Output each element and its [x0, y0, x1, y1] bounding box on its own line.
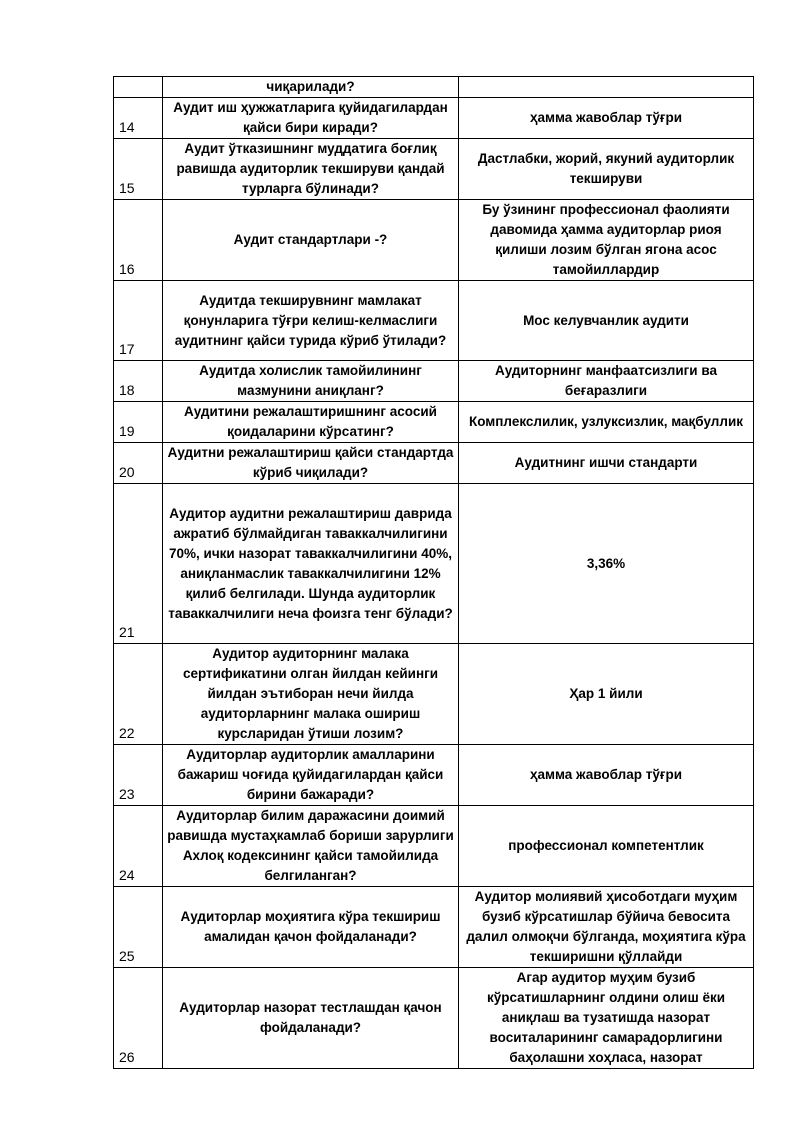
- question-cell: Аудит стандартлари -?: [163, 200, 459, 281]
- table-row: [114, 77, 754, 98]
- answer-cell: профессионал компетентлик: [459, 806, 754, 887]
- answer-cell: Ҳар 1 йили: [459, 644, 754, 745]
- row-number: 18: [114, 361, 163, 402]
- answer-cell: [459, 77, 754, 98]
- row-number: 26: [114, 968, 163, 1069]
- answer-cell: Бу ўзининг профессионал фаолияти давомида ҳамма аудиторлар риоя қилиши лозим бўлган ягона асос тамойиллардир: [459, 200, 754, 281]
- question-cell: Аудитни режалаштириш қайси стандартда кўриб чиқилади?: [163, 443, 459, 484]
- question-cell: Аудиторлар моҳиятига кўра текшириш амалидан қачон фойдаланади?: [163, 887, 459, 968]
- answer-cell: ҳамма жавоблар тўғри: [459, 98, 754, 139]
- row-number: 21: [114, 484, 163, 644]
- questions-table: [113, 76, 754, 1069]
- question-cell: Аудиторлар билим даражасини доимий равишда мустаҳкамлаб бориши зарурлиги Ахлоқ кодексининг қайси тамойилида белгиланган?: [163, 806, 459, 887]
- question-cell: Аудитда холислик тамойилининг мазмунини аниқланг?: [163, 361, 459, 402]
- row-number: 22: [114, 644, 163, 745]
- table-row: [114, 139, 754, 200]
- question-cell: Аудитор аудитни режалаштириш даврида ажратиб бўлмайдиган таваккалчилигини 70%, ички назорат таваккалчилигини 40%, аниқланмаслик таваккалчилигини 12% қилиб белгилади. Шунда аудиторлик таваккалчилиги неча фоизга тенг бўлади?: [163, 484, 459, 644]
- answer-cell: 3,36%: [459, 484, 754, 644]
- row-number: 19: [114, 402, 163, 443]
- table-row: [114, 745, 754, 806]
- table-row: [114, 200, 754, 281]
- answer-cell: Комплекслилик, узлуксизлик, мақбуллик: [459, 402, 754, 443]
- answer-cell: Аудиторнинг манфаатсизлиги ва беғаразлиги: [459, 361, 754, 402]
- row-number: 25: [114, 887, 163, 968]
- table-row: [114, 644, 754, 745]
- row-number: 20: [114, 443, 163, 484]
- question-cell: Аудит ўтказишнинг муддатига боғлиқ равишда аудиторлик текшируви қандай турларга бўлинади?: [163, 139, 459, 200]
- table-row: [114, 443, 754, 484]
- question-cell: Аудитда текширувнинг мамлакат қонунларига тўғри келиш-келмаслиги аудитнинг қайси турида кўриб ўтилади?: [163, 281, 459, 361]
- question-cell: Аудит иш ҳужжатларига қуйидагилардан қайси бири киради?: [163, 98, 459, 139]
- table-row: [114, 887, 754, 968]
- answer-cell: Агар аудитор муҳим бузиб кўрсатишларнинг олдини олиш ёки аниқлаш ва тузатишда назорат воситаларининг самарадорлигини баҳолашни хоҳласа, назорат: [459, 968, 754, 1069]
- row-number: 24: [114, 806, 163, 887]
- question-cell: Аудиторлар назорат тестлашдан қачон фойдаланади?: [163, 968, 459, 1069]
- table-row: [114, 806, 754, 887]
- row-number: [114, 77, 163, 98]
- table-row: [114, 281, 754, 361]
- table-row: [114, 402, 754, 443]
- answer-cell: Аудитнинг ишчи стандарти: [459, 443, 754, 484]
- question-cell: Аудитор аудиторнинг малака сертификатини олган йилдан кейинги йилдан эътиборан нечи йилда аудиторларнинг малака ошириш курсларидан ўтиши лозим?: [163, 644, 459, 745]
- table-row: [114, 968, 754, 1069]
- answer-cell: Мос келувчанлик аудити: [459, 281, 754, 361]
- answer-cell: ҳамма жавоблар тўғри: [459, 745, 754, 806]
- answer-cell: Дастлабки, жорий, якуний аудиторлик текшируви: [459, 139, 754, 200]
- table-row: [114, 98, 754, 139]
- row-number: 16: [114, 200, 163, 281]
- table-row: [114, 484, 754, 644]
- row-number: 14: [114, 98, 163, 139]
- row-number: 23: [114, 745, 163, 806]
- question-cell: Аудиторлар аудиторлик амалларини бажариш чоғида қуйидагилардан қайси бирини бажаради?: [163, 745, 459, 806]
- answer-cell: Аудитор молиявий ҳисоботдаги муҳим бузиб кўрсатишлар бўйича бевосита далил олмоқчи бўлганда, моҳиятига кўра текширишни қўллайди: [459, 887, 754, 968]
- table-row: [114, 361, 754, 402]
- row-number: 15: [114, 139, 163, 200]
- question-cell: Аудитини режалаштиришнинг асосий қоидаларини кўрсатинг?: [163, 402, 459, 443]
- questions-table-body: [114, 77, 754, 1069]
- row-number: 17: [114, 281, 163, 361]
- question-cell: чиқарилади?: [163, 77, 459, 98]
